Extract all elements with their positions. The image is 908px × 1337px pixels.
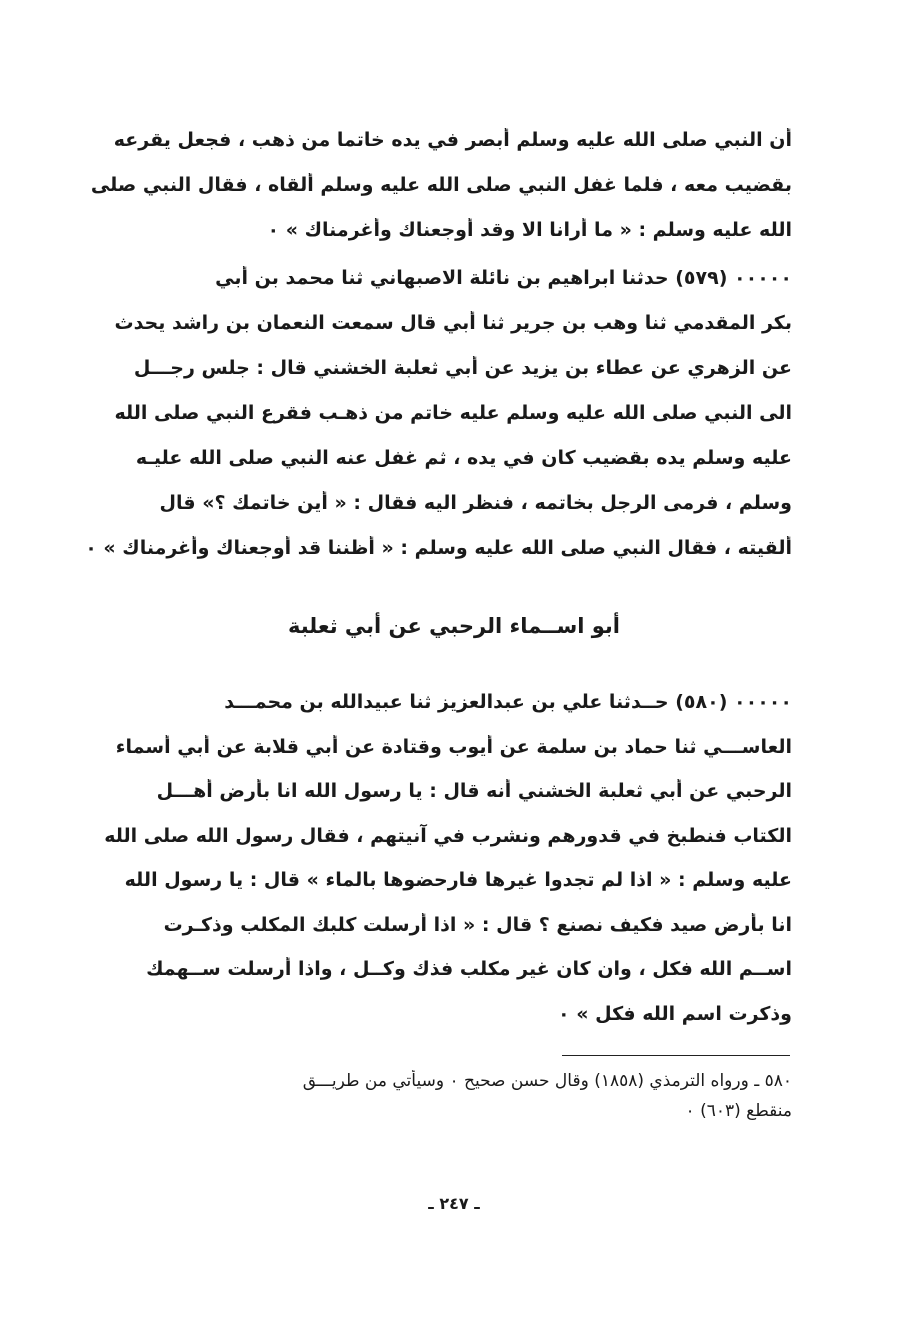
text-line: بقضيب معه ، فلما غفل النبي صلى الله عليه وسلم ألقاه ، فقال النبي صلى [90, 174, 792, 196]
text-line: أن النبي صلى الله عليه وسلم أبصر في يده خاتما من ذهب ، فجعل يقرعه [113, 129, 792, 151]
paragraph-2 [82, 266, 792, 581]
text-line: انا بأرض صيد فكيف نصنع ؟ قال : « اذا أرسلت كلبك المكلب وذكـرت [163, 913, 792, 936]
page-number: ـ ٢٤٧ ـ [428, 1194, 480, 1213]
text-line: وسلم ، فرمى الرجل بخاتمه ، فنظر اليه فقال : « أين خاتمك ؟» قال [159, 492, 792, 514]
paragraph-1 [82, 128, 792, 263]
text-line: الى النبي صلى الله عليه وسلم عليه خاتم من ذهـب فقرع النبي صلى الله [114, 402, 792, 424]
footnote-divider [562, 1055, 790, 1056]
section-heading: أبو اســماء الرحبي عن أبي ثعلبة [287, 614, 620, 638]
text-line: عن الزهري عن عطاء بن يزيد عن أبي ثعلبة الخشني قال : جلس رجـــل [133, 357, 792, 379]
text-line: الكتاب فنطبخ في قدورهم ونشرب في آنيتهم ، فقال رسول الله صلى الله [104, 824, 792, 847]
text-line: عليه وسلم : « اذا لم تجدوا غيرها فارحضوها بالماء » قال : يا رسول الله [124, 869, 792, 891]
text-line: ٠٠٠٠٠ (٥٨٠) حــدثنا علي بن عبدالعزيز ثنا عبيدالله بن محمـــد [224, 691, 792, 713]
footnote-line: منقطع (٦٠٣) ٠ [685, 1101, 792, 1121]
footnote [82, 1070, 792, 1130]
paragraph-3 [82, 690, 792, 1046]
text-line: الرحبي عن أبي ثعلبة الخشني أنه قال : يا رسول الله انا بأرض أهـــل [156, 780, 792, 802]
text-line: اســم الله فكل ، وان كان غير مكلب فذك وكــل ، واذا أرسلت ســهمك [146, 958, 792, 980]
text-line: عليه وسلم يده بقضيب كان في يده ، ثم غفل عنه النبي صلى الله عليـه [135, 447, 792, 469]
text-line: وذكرت اسم الله فكل » ٠ [558, 1002, 792, 1025]
text-line: بكر المقدمي ثنا وهب بن جرير ثنا أبي قال سمعت النعمان بن راشد يحدث [114, 312, 792, 334]
text-line: ألقيته ، فقال النبي صلى الله عليه وسلم : « أظننا قد أوجعناك وأغرمناك » ٠ [85, 537, 792, 559]
footnote-line: ٥٨٠ ـ ورواه الترمذي (١٨٥٨) وقال حسن صحيح ٠ وسيأتي من طريـــق [302, 1071, 792, 1091]
text-line: ٠٠٠٠٠ (٥٧٩) حدثنا ابراهيم بن نائلة الاصبهاني ثنا محمد بن أبي [215, 267, 792, 289]
text-line: الله عليه وسلم : « ما أرانا الا وقد أوجعناك وأغرمناك » ٠ [267, 219, 792, 241]
text-line: العاســـي ثنا حماد بن سلمة عن أيوب وقتادة عن أبي قلابة عن أبي أسماء [115, 735, 792, 758]
